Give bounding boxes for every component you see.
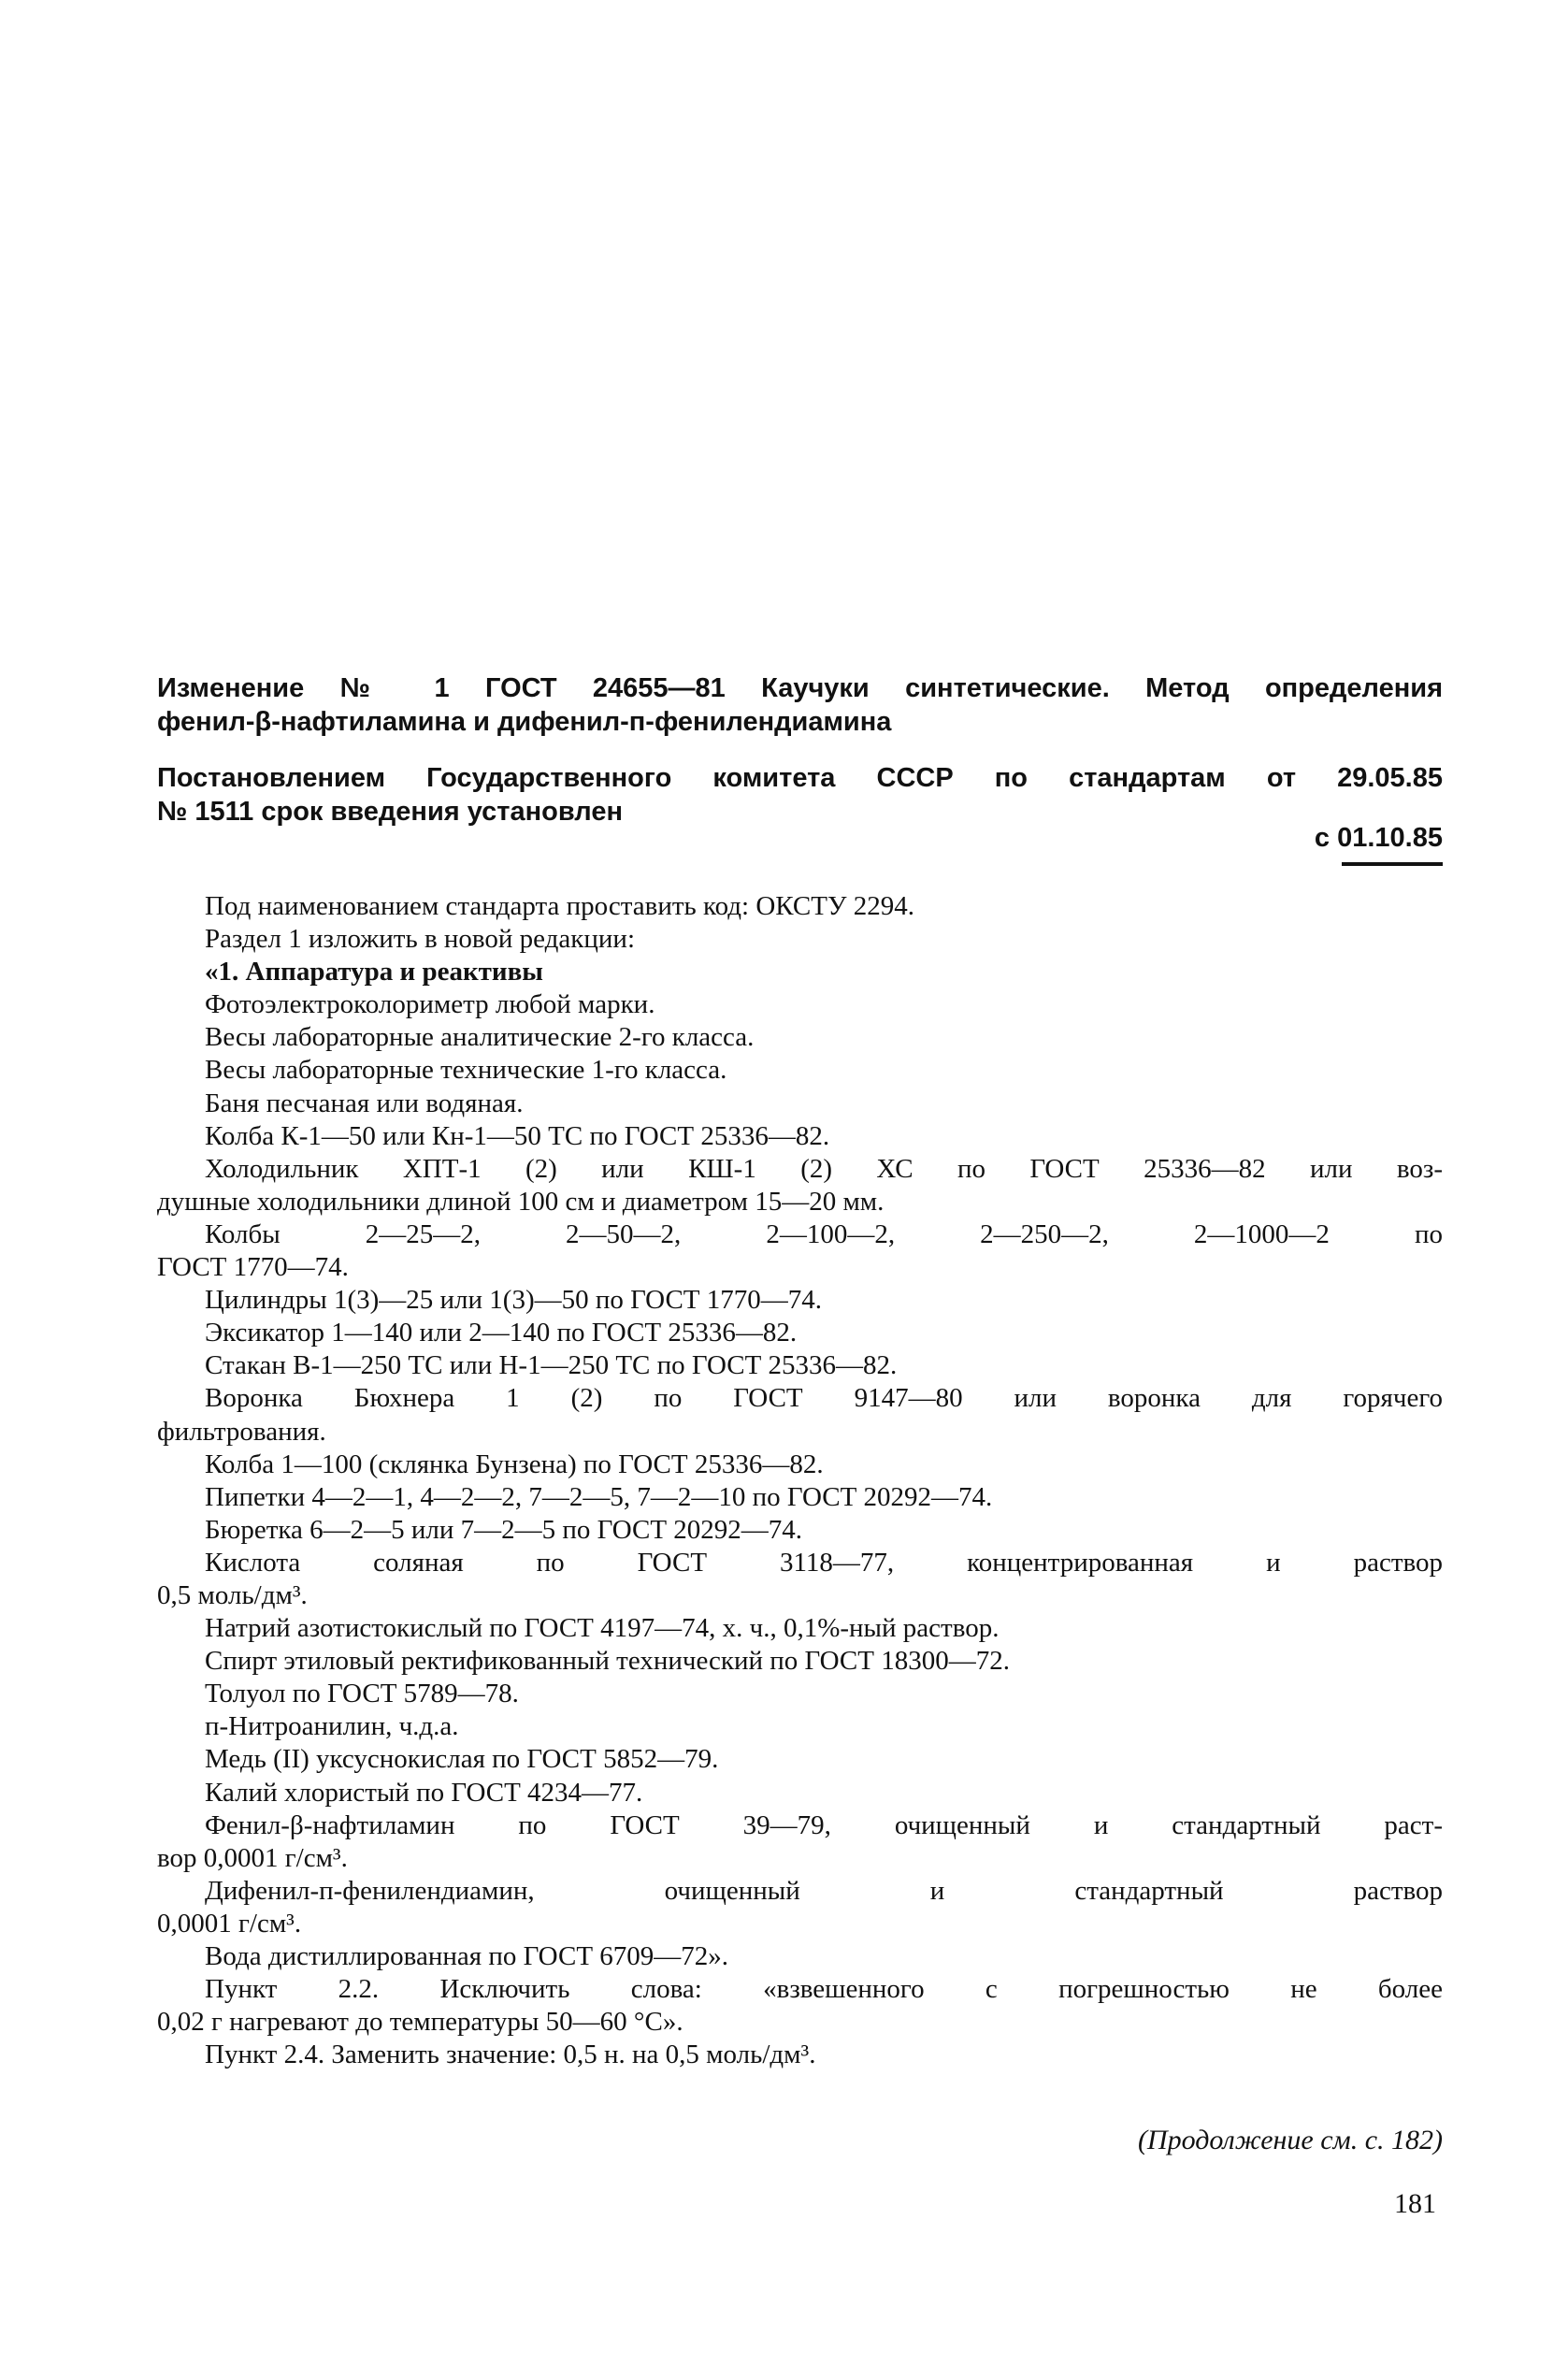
decree-statement xyxy=(157,761,1443,829)
body-line: Фенил-β-нафтиламин по ГОСТ 39—79, очищенный и стандартный раст- xyxy=(205,1809,1443,1840)
body-line: «1. Аппаратура и реактивы xyxy=(205,957,543,987)
body-line: Под наименованием стандарта проставить код: ОКСТУ 2294. xyxy=(205,891,915,921)
body-line: Пипетки 4—2—1, 4—2—2, 7—2—5, 7—2—10 по ГОСТ 20292—74. xyxy=(205,1481,993,1512)
body-line: Эксикатор 1—140 или 2—140 по ГОСТ 25336—82. xyxy=(205,1318,798,1348)
page-number: 181 xyxy=(1394,2188,1436,2219)
body-line: Цилиндры 1(3)—25 или 1(3)—50 по ГОСТ 1770—74. xyxy=(205,1285,823,1316)
body-line: Медь (II) уксуснокислая по ГОСТ 5852—79. xyxy=(205,1744,719,1775)
body-line: Раздел 1 изложить в новой редакции: xyxy=(205,924,636,955)
body-line: Весы лабораторные аналитические 2-го класса. xyxy=(205,1022,755,1053)
body-line: Натрий азотистокислый по ГОСТ 4197—74, х. ч., 0,1%-ный раствор. xyxy=(205,1613,1000,1644)
body-line: 0,5 моль/дм³. xyxy=(157,1579,308,1610)
body-line: Калий хлористый по ГОСТ 4234—77. xyxy=(205,1777,643,1808)
body-line: ГОСТ 1770—74. xyxy=(157,1252,349,1283)
body-line: душные холодильники длиной 100 см и диаметром 15—20 мм. xyxy=(157,1186,885,1217)
body-line: 0,0001 г/см³. xyxy=(157,1908,302,1939)
title-line: Изменение № 1 ГОСТ 24655—81 Каучуки синтетические. Метод определения xyxy=(157,673,1443,703)
body-line: вор 0,0001 г/см³. xyxy=(157,1842,348,1873)
body-line: Воронка Бюхнера 1 (2) по ГОСТ 9147—80 или воронка для горячего xyxy=(205,1383,1443,1414)
body-line: Фотоэлектроколориметр любой марки. xyxy=(205,989,655,1020)
body-line: фильтрования. xyxy=(157,1416,326,1447)
body-line: Бюретка 6—2—5 или 7—2—5 по ГОСТ 20292—74. xyxy=(205,1514,803,1545)
body-line: Колбы 2—25—2, 2—50—2, 2—100—2, 2—250—2, 2—1000—2 по xyxy=(205,1218,1443,1249)
body-line: Дифенил-п-фенилендиамин, очищенный и стандартный раствор xyxy=(205,1875,1443,1906)
body-line: Колба 1—100 (склянка Бунзена) по ГОСТ 25336—82. xyxy=(205,1449,824,1479)
body-line: Спирт этиловый ректификованный технический по ГОСТ 18300—72. xyxy=(205,1646,1010,1677)
body-line: Колба К-1—50 или Кн-1—50 ТС по ГОСТ 25336—82. xyxy=(205,1120,830,1151)
body-line: Стакан В-1—250 ТС или Н-1—250 ТС по ГОСТ 25336—82. xyxy=(205,1350,898,1381)
decree-line: № 1511 срок введения установлен xyxy=(157,797,623,827)
effective-date: с 01.10.85 xyxy=(1314,823,1443,853)
body-line: Баня песчаная или водяная. xyxy=(205,1088,524,1118)
body-line: Пункт 2.2. Исключить слова: «взвешенного с погрешностью не более xyxy=(205,1974,1443,2005)
decree-line: Постановлением Государственного комитета СССР по стандартам от 29.05.85 xyxy=(157,763,1443,793)
body-line: Вода дистиллированная по ГОСТ 6709—72». xyxy=(205,1941,729,1971)
body-line: 0,02 г нагревают до температуры 50—60 °С». xyxy=(157,2007,683,2038)
document-title xyxy=(157,671,1443,739)
body-line: Весы лабораторные технические 1-го класса. xyxy=(205,1055,727,1086)
document-body xyxy=(157,890,1443,2071)
body-line: Кислота соляная по ГОСТ 3118—77, концентрированная и раствор xyxy=(205,1547,1443,1578)
body-line: Толуол по ГОСТ 5789—78. xyxy=(205,1679,519,1709)
body-line: Холодильник ХПТ-1 (2) или КШ-1 (2) ХС по ГОСТ 25336—82 или воз- xyxy=(205,1153,1443,1184)
title-line: фенил-β-нафтиламина и дифенил-п-фенилендиамина xyxy=(157,707,892,737)
continuation-note: (Продолжение см. с. 182) xyxy=(1137,2125,1443,2155)
date-underline xyxy=(1342,862,1443,866)
body-line: п-Нитроанилин, ч.д.а. xyxy=(205,1711,459,1742)
body-line: Пункт 2.4. Заменить значение: 0,5 н. на 0,5 моль/дм³. xyxy=(205,2040,816,2070)
